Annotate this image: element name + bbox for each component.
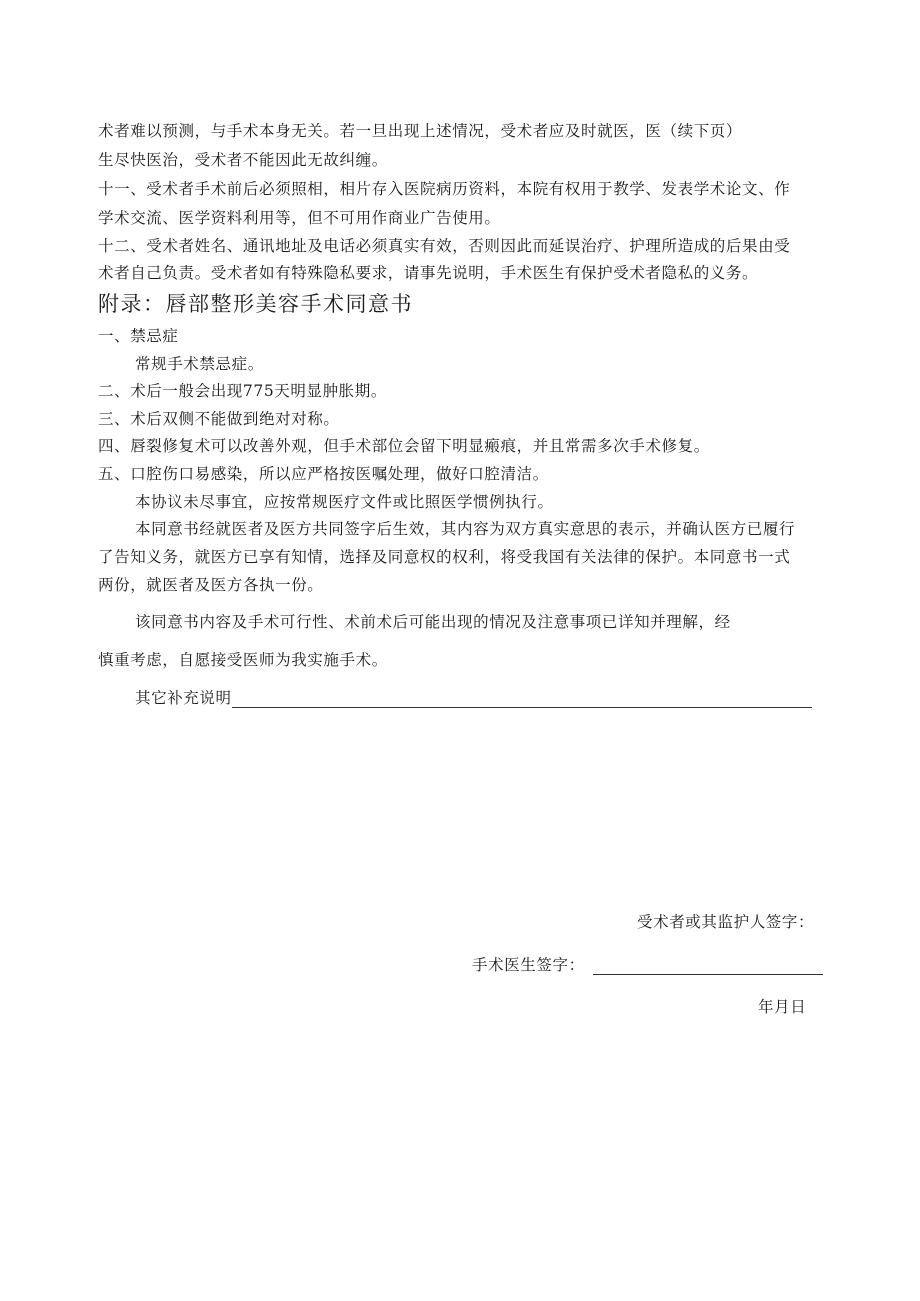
- appendix-title: 附录：唇部整形美容手术同意书: [98, 292, 413, 316]
- item-1: 一、禁忌症: [98, 327, 179, 345]
- body-line-6: 术者自己负责。受术者如有特殊隐私要求，请事先说明，手术医生有保护受术者隐私的义务。: [98, 264, 759, 282]
- paragraph-1: 本协议未尽事宜，应按常规医疗文件或比照医学惯例执行。: [135, 493, 554, 511]
- item-2: 二、术后一般会出现775天明显肿胀期。: [98, 382, 387, 400]
- body-line-3: 十一、受术者手术前后必须照相，相片存入医院病历资料，本院有权用于教学、发表学术论文、作: [98, 180, 791, 198]
- paragraph-3-line-2: 慎重考虑，自愿接受医师为我实施手术。: [98, 651, 388, 669]
- supplement-field[interactable]: [232, 691, 812, 708]
- item-4: 四、唇裂修复术可以改善外观，但手术部位会留下明显瘢痕，并且常需多次手术修复。: [98, 437, 710, 455]
- supplement-row: [135, 688, 812, 708]
- doctor-signature-label: 手术医生签字：: [472, 956, 585, 974]
- paragraph-2-line-2: 了告知义务，就医方已享有知情，选择及同意权的权利，将受我国有关法律的保护。本同意书一式: [98, 548, 791, 566]
- body-line-5: 十二、受术者姓名、通讯地址及电话必须真实有效，否则因此而延误治疗、护理所造成的后果由受: [98, 237, 791, 255]
- body-line-2: 生尽快医治，受术者不能因此无故纠缠。: [98, 151, 388, 169]
- item-5: 五、口腔伤口易感染，所以应严格按医嘱处理，做好口腔清洁。: [98, 465, 549, 483]
- doctor-signature-row: [472, 955, 823, 975]
- body-line-1: 术者难以预测，与手术本身无关。若一旦出现上述情况，受术者应及时就医，医（续下页）: [98, 122, 743, 140]
- paragraph-3-line-1: 该同意书内容及手术可行性、术前术后可能出现的情况及注意事项已详知并理解，经: [135, 613, 731, 631]
- paragraph-2-line-1: 本同意书经就医者及医方共同签字后生效，其内容为双方真实意思的表示，并确认医方已履行: [135, 520, 796, 538]
- item-1-detail: 常规手术禁忌症。: [135, 355, 264, 373]
- supplement-label: 其它补充说明: [135, 689, 232, 707]
- doctor-signature-field[interactable]: [593, 958, 823, 975]
- date-label: 年月日: [758, 998, 807, 1016]
- paragraph-2-line-3: 两份，就医者及医方各执一份。: [98, 576, 324, 594]
- body-line-4: 学术交流、医学资料利用等，但不可用作商业广告使用。: [98, 209, 501, 227]
- item-3: 三、术后双侧不能做到绝对对称。: [98, 410, 340, 428]
- patient-signature-label: 受术者或其监护人签字：: [637, 913, 815, 931]
